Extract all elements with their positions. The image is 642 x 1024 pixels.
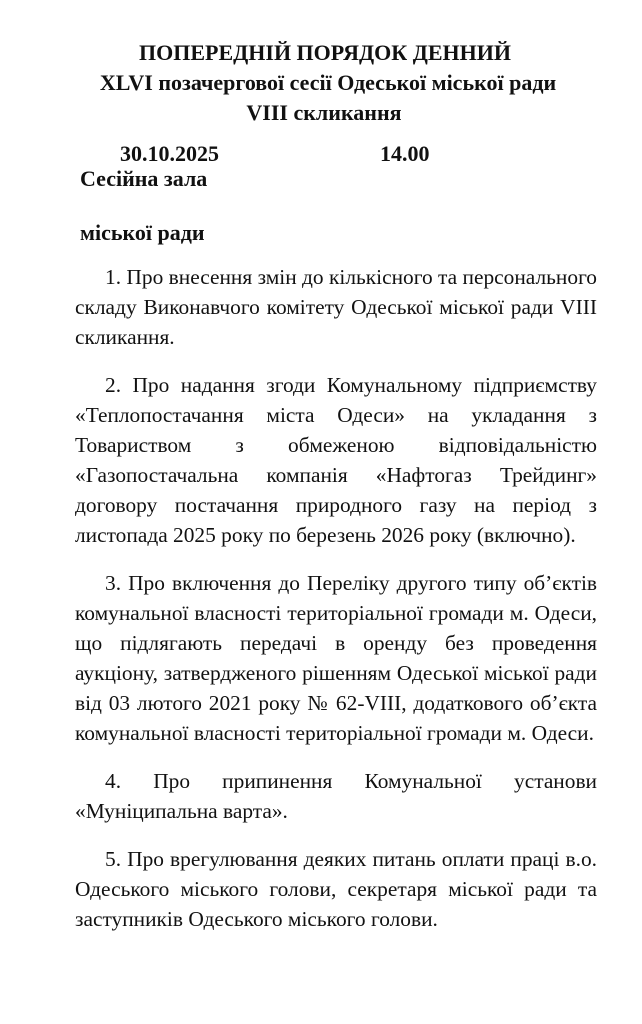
- meeting-venue-line2: міської ради: [80, 220, 205, 245]
- header-convocation: VIII скликання: [246, 100, 402, 125]
- agenda-item-4: 4. Про припинення Комунальної установи «Муніципальна варта».: [75, 769, 597, 823]
- meeting-time: 14.00: [380, 141, 430, 166]
- header-session: XLVI позачергової сесії Одеської міської ради: [99, 70, 557, 95]
- header-title: ПОПЕРЕДНІЙ ПОРЯДОК ДЕННИЙ: [139, 40, 511, 65]
- agenda-list: [75, 262, 597, 934]
- meeting-date: 30.10.2025: [120, 141, 219, 166]
- agenda-item-5: 5. Про врегулювання деяких питань оплати праці в.о. Одеського міського голови, секретаря міської ради та заступників Одеського міського голови.: [75, 847, 597, 931]
- meeting-venue-line1: Сесійна зала: [80, 166, 208, 191]
- document-header: [0, 38, 642, 128]
- agenda-item-3: 3. Про включення до Переліку другого типу об’єктів комунальної власності територіальної громади м. Одеси, що підлягають передачі в оренду без проведення аукціону, затвердженого рішенням Одеської міської ради від 03 лютого 2021 року № 62-VIII, додаткового об’єкта комунальної власності територіальної громади м. Одеси.: [75, 571, 597, 745]
- agenda-item-2: 2. Про надання згоди Комунальному підприємству «Теплопостачання міста Одеси» на укладання з Товариством з обмеженою відповідальністю «Газопостачальна компанія «Нафтогаз Трейдинг» договору постачання природного газу на період з листопада 2025 року по березень 2026 року (включно).: [75, 373, 597, 547]
- agenda-item-1: 1. Про внесення змін до кількісного та персонального складу Виконавчого комітету Одеської міської ради VIII скликання.: [75, 265, 597, 349]
